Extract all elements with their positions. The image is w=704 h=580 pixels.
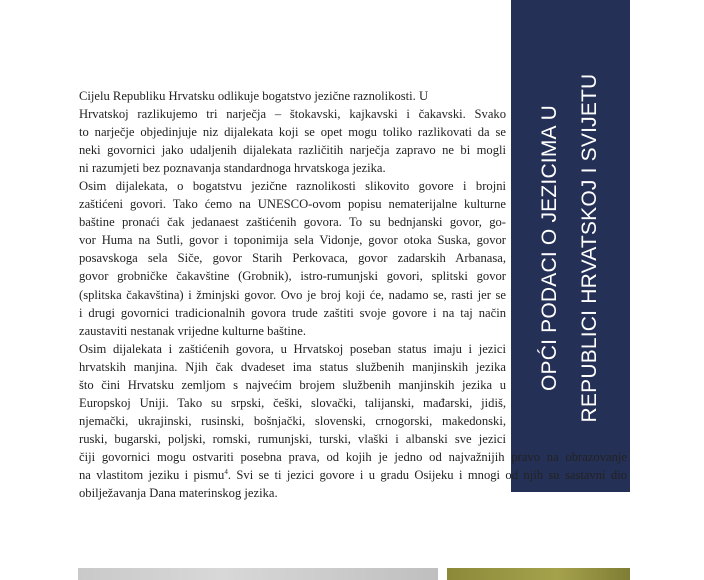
body-text (79, 87, 627, 502)
side-title-line-1: OPĆI PODACI O JEZICIMA U (538, 105, 561, 392)
body-line-text: Hrvatskoj razlikujemo tri narječja – štokavski, kajkavski i čakavski. Svako (79, 107, 506, 122)
body-line-text: vor Huma na Sutli, govor i toponimija sela Vidonje, govor otoka Suska, govor (79, 233, 506, 248)
body-line (79, 412, 506, 430)
body-line (79, 286, 506, 304)
body-line-text: zaštićeni govori. Tako ćemo na UNESCO-ovom popisu nematerijalne kulturne (79, 197, 506, 212)
body-line (79, 123, 506, 141)
photo-left (78, 568, 438, 580)
body-line-text: na vlastitom jeziku i pismu (79, 467, 225, 482)
body-line (79, 448, 627, 466)
body-line-text: ni razumjeti bez poznavanja standardnoga hrvatskoga jezika. (79, 161, 386, 176)
body-line-text: . Svi se ti jezici govore i u gradu Osijeku i mnogi od njih su sastavni dio (227, 467, 628, 482)
body-line-text: čiji govornici mogu ostvariti posebna prava, od kojih je jedno od najvažnijih pravo na obrazovanje (79, 449, 627, 464)
body-line-text: hrvatskih manjina. Njih čak dvadeset ima status službenih manjinskih jezika (79, 359, 506, 374)
photo-right (447, 568, 630, 580)
body-line-text: zaustaviti nestanak vrijedne kulturne baštine. (79, 323, 306, 338)
body-line (79, 304, 506, 322)
body-line-text: to narječje objedinjuje niz dijalekata koji se opet mogu toliko razlikovati da se (79, 125, 506, 140)
body-line (79, 466, 627, 484)
body-line-text: posavskoga sela Siče, govor Starih Perkovaca, govor zadarskih Arbanasa, (79, 251, 506, 266)
body-line-text: ruski, bugarski, poljski, romski, rumunjski, turski, vlaški i albanski sve jezici (79, 431, 506, 446)
body-line (79, 213, 506, 231)
body-line (79, 394, 506, 412)
body-line (79, 430, 506, 448)
body-line-text: obilježavanja Dana materinskog jezika. (79, 486, 278, 501)
body-line (79, 231, 506, 249)
body-line-text: baštine pronaći čak jedanaest zaštićenih govora. To su bednjanski govor, go- (79, 215, 506, 230)
body-line-text: neki govornici jako udaljenih dijalekata različitih narječja zapravo ne bi mogli (79, 143, 506, 158)
body-line (79, 141, 506, 159)
body-line-text: (splitska čakavština) i žminjski govor. Ovo je broj koji će, nadamo se, rasti jer se (79, 287, 506, 302)
body-line-text: njemački, ukrajinski, rusinski, bošnjački, slovenski, crnogorski, makedonski, (79, 413, 506, 428)
body-line-text: govor grobničke čakavštine (Grobnik), istro-rumunjski govori, splitski govor (79, 269, 506, 284)
body-line-text: Europskoj Uniji. Tako su srpski, češki, slovački, talijanski, mađarski, jidiš, (79, 395, 506, 410)
body-line (79, 249, 506, 267)
body-line (79, 105, 506, 123)
body-line-text: Osim dijalekata, o bogatstvu jezične raznolikosti slikovito govore i brojni (79, 179, 506, 194)
body-line (79, 484, 294, 502)
body-line-text: Cijelu Republiku Hrvatsku odlikuje bogatstvo jezične raznolikosti. U (79, 89, 429, 103)
body-line (79, 340, 506, 358)
body-line (79, 177, 506, 195)
body-line-text: što čini Hrvatsku zemljom s najvećim brojem službenih manjinskih jezika u (79, 377, 506, 392)
body-line (79, 195, 506, 213)
body-line (79, 376, 506, 394)
body-line-text: i drugi govornici tradicionalnih govora trude zaštiti svoje govore i na taj način (79, 305, 506, 320)
footnote-marker: 4 (224, 467, 228, 476)
body-line (79, 267, 506, 285)
body-line (79, 159, 399, 177)
body-line (79, 322, 324, 340)
side-title-line-2: REPUBLICI HRVATSKOJ I SVIJETU (578, 73, 601, 423)
body-line-text: Osim dijalekata i zaštićenih govora, u Hrvatskoj poseban status imaju i jezici (79, 341, 506, 356)
body-line (79, 87, 461, 105)
body-line (79, 358, 506, 376)
